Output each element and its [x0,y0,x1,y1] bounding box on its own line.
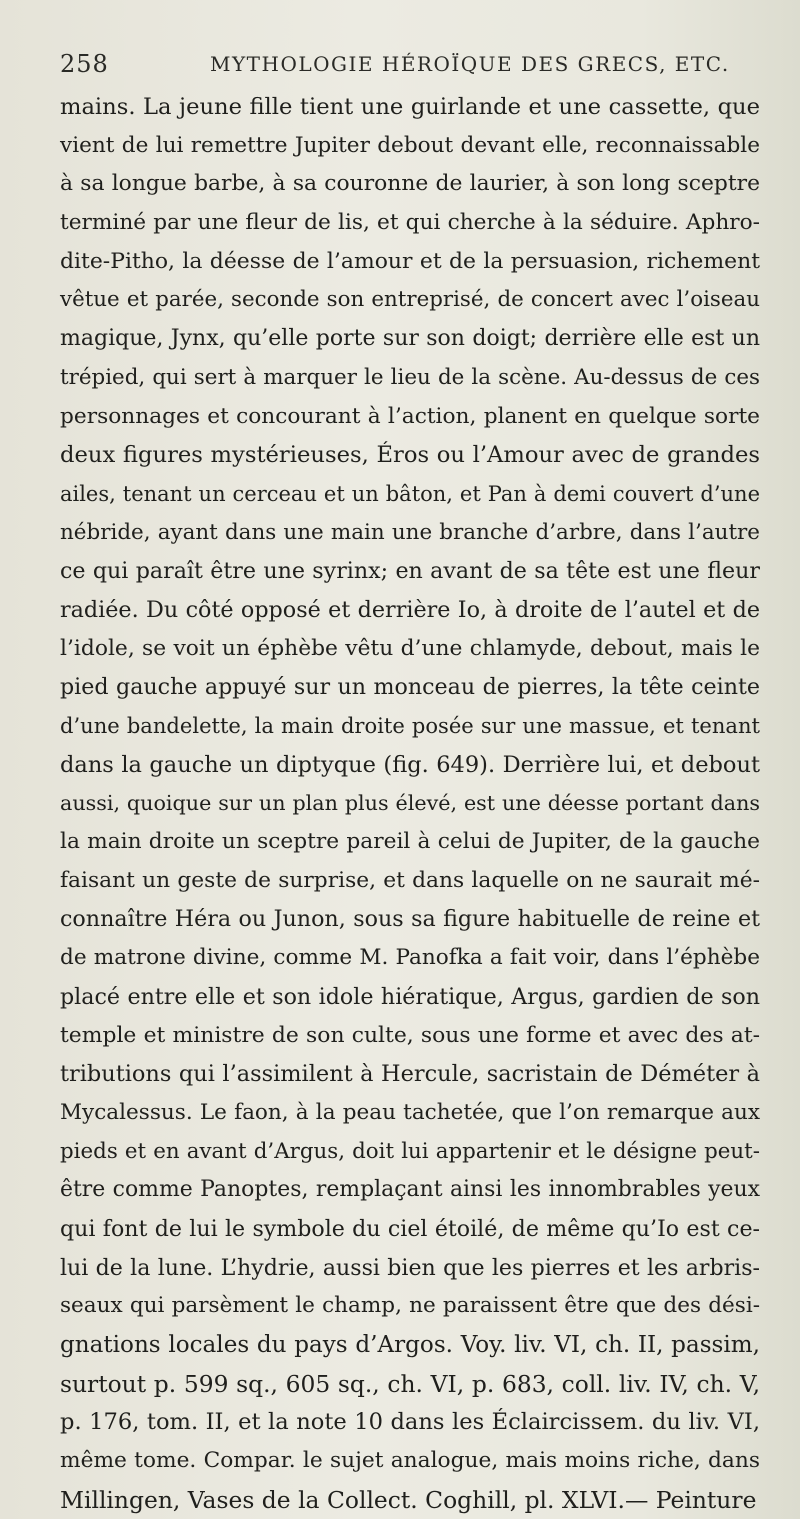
text-line: dite-Pitho, la déesse de l’amour et de la persuasion, richement [60,248,760,274]
running-title: MYTHOLOGIE HÉROÏQUE DES GRECS, ETC. [210,52,730,76]
text-line: faisant un geste de surprise, et dans laquelle on ne saurait mé- [60,867,760,893]
text-line: surtout p. 599 sq., 605 sq., ch. VI, p. 683, coll. liv. IV, ch. V, [60,1369,760,1398]
text-line: placé entre elle et son idole hiératique, Argus, gardien de son [60,983,760,1010]
text-line: seaux qui parsèment le champ, ne paraissent être que des dési- [60,1293,760,1319]
text-line: terminé par une fleur de lis, et qui cherche à la séduire. Aphro- [60,210,760,236]
running-head [60,48,760,82]
text-line: dans la gauche un diptyque (fig. 649). Derrière lui, et debout [60,751,760,778]
text-line: pieds et en avant d’Argus, doit lui appartenir et le désigne peut- [60,1138,760,1164]
text-line: de matrone divine, comme M. Panofka a fait voir, dans l’éphèbe [60,945,760,971]
text-line: la main droite un sceptre pareil à celui de Jupiter, de la gauche [60,829,760,855]
text-line: personnages et concourant à l’action, planent en quelque sorte [60,403,760,429]
text-line: gnations locales du pays d’Argos. Voy. liv. VI, ch. II, passim, [60,1332,760,1358]
text-line: Millingen, Vases de la Collect. Coghill, pl. XLVI.— Peinture [60,1485,757,1514]
text-line: lui de la lune. L’hydrie, aussi bien que les pierres et les arbris- [60,1254,760,1281]
text-line: magique, Jynx, qu’elle porte sur son doigt; derrière elle est un [60,326,760,352]
text-line: qui font de lui le symbole du ciel étoilé, de même qu’Io est ce- [60,1215,760,1242]
text-line: tributions qui l’assimilent à Hercule, sacristain de Déméter à [60,1061,760,1088]
text-line: Mycalessus. Le faon, à la peau tachetée, que l’on remarque aux [60,1099,760,1125]
text-line: à sa longue barbe, à sa couronne de laurier, à son long sceptre [60,171,760,197]
text-line: même tome. Compar. le sujet analogue, mais moins riche, dans [60,1448,760,1474]
text-line: vient de lui remettre Jupiter debout devant elle, reconnaissable [60,132,760,158]
text-line: trépied, qui sert à marquer le lieu de la scène. Au-dessus de ces [60,364,760,390]
text-line: radiée. Du côté opposé et derrière Io, à droite de l’autel et de [60,596,760,623]
text-line: vêtue et parée, seconde son entreprisé, de concert avec l’oiseau [60,287,760,313]
text-line: pied gauche appuyé sur un monceau de pierres, la tête ceinte [60,674,760,701]
text-line: deux figures mystérieuses, Éros ou l’Amour avec de grandes [60,442,760,469]
text-line: l’idole, se voit un éphèbe vêtu d’une chlamyde, debout, mais le [60,635,760,661]
text-line: ce qui paraît être une syrinx; en avant de sa tête est une fleur [60,558,760,585]
body-text [60,88,760,1519]
text-line: ailes, tenant un cerceau et un bâton, et Pan à demi couvert d’une [60,481,760,506]
text-line: d’une bandelette, la main droite posée sur une massue, et tenant [60,713,760,738]
page-number: 258 [60,50,109,78]
text-line: nébride, ayant dans une main une branche d’arbre, dans l’autre [60,519,760,545]
text-line: mains. La jeune fille tient une guirlande et une cassette, que [60,94,760,120]
text-line: temple et ministre de son culte, sous une forme et avec des at- [60,1022,760,1048]
text-line: aussi, quoique sur un plan plus élevé, est une déesse portant dans [60,791,760,816]
text-line: connaître Héra ou Junon, sous sa figure habituelle de reine et [60,906,760,933]
text-line: être comme Panoptes, remplaçant ainsi les innombrables yeux [60,1177,760,1203]
text-line: p. 176, tom. II, et la note 10 dans les Éclaircissem. du liv. VI, [60,1409,760,1436]
